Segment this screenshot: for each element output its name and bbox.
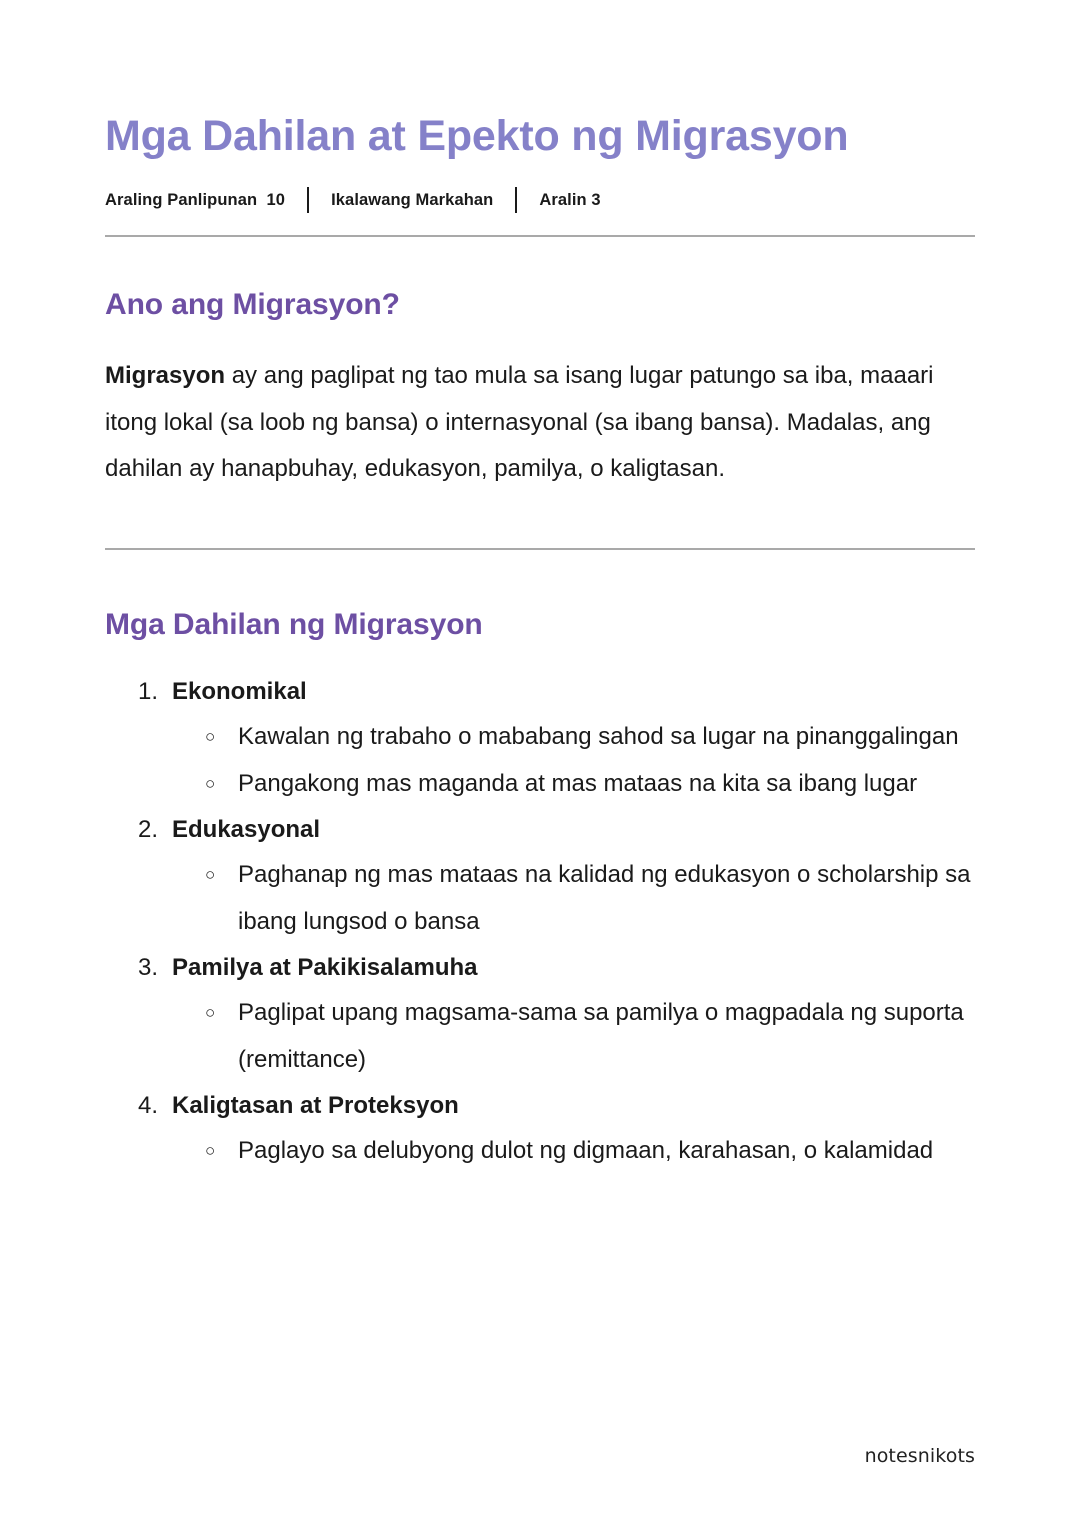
causes-list: [105, 670, 975, 1175]
sub-list-item: [172, 714, 975, 761]
sub-list-item-text: Pangakong mas maganda at mas mataas na kita sa ibang lugar: [238, 769, 918, 797]
sub-list: [172, 852, 975, 946]
meta-quarter: Ikalawang Markahan: [331, 190, 494, 209]
list-number: 4.: [138, 1091, 159, 1119]
document-meta-line: [105, 187, 975, 213]
hollow-circle-bullet-icon: ○: [205, 1141, 216, 1161]
list-number: 1.: [138, 677, 159, 705]
sub-list-item-text: Kawalan ng trabaho o mababang sahod sa lugar na pinanggalingan: [238, 723, 959, 751]
sub-list-item: [172, 990, 975, 1084]
section-divider: [105, 548, 975, 550]
list-item: [105, 946, 975, 1084]
definition-body: ay ang paglipat ng tao mula sa isang lugar patungo sa iba, maaari itong lokal (sa loob ng bansa) o internasyonal (sa ibang bansa). Madalas, ang dahilan ay hanapbuhay, edukasyon, pamilya, o kaligtasan.: [105, 362, 934, 482]
hollow-circle-bullet-icon: ○: [205, 865, 216, 885]
sub-list: [172, 1128, 975, 1175]
meta-subject: Araling Panlipunan 10: [105, 190, 286, 209]
list-item-label: Edukasyonal: [172, 815, 321, 843]
hollow-circle-bullet-icon: ○: [205, 727, 216, 747]
header-divider: [105, 235, 975, 237]
hollow-circle-bullet-icon: ○: [205, 1003, 216, 1023]
list-item: [105, 808, 975, 946]
meta-lesson: Aralin 3: [539, 190, 601, 209]
list-item-label: Pamilya at Pakikisalamuha: [172, 953, 478, 981]
definition-term: Migrasyon: [105, 362, 226, 390]
section-heading-definition: Ano ang Migrasyon?: [105, 288, 400, 322]
list-item: [105, 1084, 975, 1175]
sub-list-item-text: Paglayo sa delubyong dulot ng digmaan, karahasan, o kalamidad: [238, 1137, 934, 1165]
list-item-label: Kaligtasan at Proteksyon: [172, 1091, 459, 1119]
sub-list-item: [172, 761, 975, 808]
page-title: Mga Dahilan at Epekto ng Migrasyon: [105, 112, 849, 160]
sub-list-item-text: Paghanap ng mas mataas na kalidad ng edukasyon o scholarship sa ibang lungsod o bansa: [238, 861, 971, 935]
sub-list-item: [172, 852, 975, 946]
meta-separator-icon: [307, 187, 309, 213]
sub-list-item: [172, 1128, 975, 1175]
section-heading-causes: Mga Dahilan ng Migrasyon: [105, 607, 483, 641]
hollow-circle-bullet-icon: ○: [205, 773, 216, 793]
list-item-label: Ekonomikal: [172, 677, 307, 705]
footer-watermark: notesnikots: [864, 1445, 975, 1467]
list-number: 2.: [138, 815, 159, 843]
sub-list-item-text: Paglipat upang magsama-sama sa pamilya o magpadala ng suporta (remittance): [238, 999, 964, 1073]
sub-list: [172, 990, 975, 1084]
list-number: 3.: [138, 953, 159, 981]
meta-separator-icon: [515, 187, 517, 213]
list-item: [105, 670, 975, 808]
sub-list: [172, 714, 975, 808]
definition-paragraph: [105, 353, 975, 491]
